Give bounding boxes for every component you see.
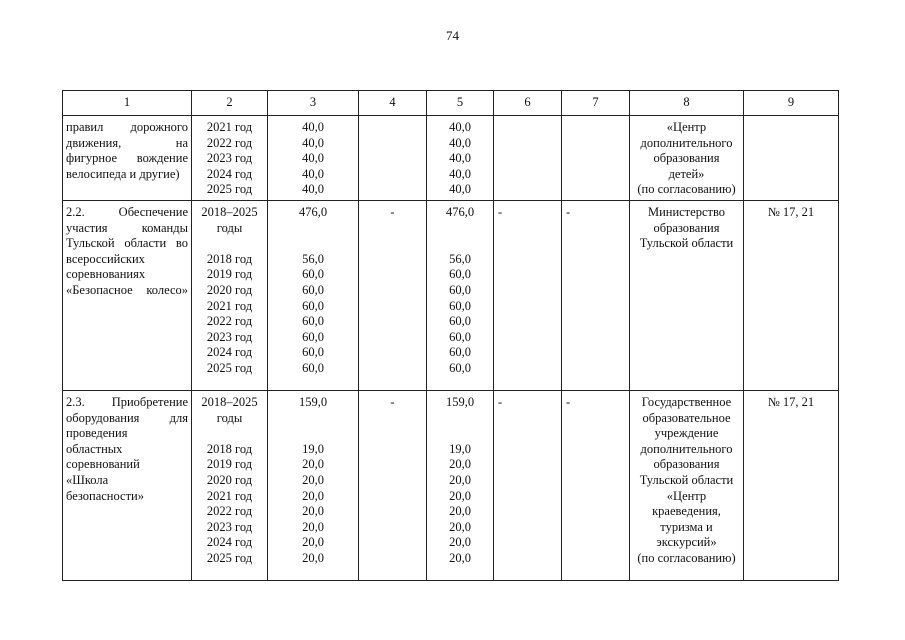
executor-line: дополнительного [640, 135, 733, 150]
col4-cell [359, 116, 427, 201]
col3-total: 476,0 [298, 205, 328, 219]
spacer [427, 236, 493, 252]
col3-value: 20,0 [302, 550, 324, 565]
indicator-value: № 17, 21 [767, 205, 815, 219]
col3-value: 40,0 [302, 135, 324, 150]
table-row [63, 201, 839, 391]
col3-value: 20,0 [302, 457, 324, 472]
executor-line: образования [653, 151, 720, 166]
spacer [268, 221, 358, 237]
year-label: 2021 год [206, 298, 253, 313]
executor-line: краеведения, [652, 504, 721, 519]
year-label: 2023 год [206, 329, 253, 344]
year-label: 2024 год [206, 345, 253, 360]
col5-value: 40,0 [449, 166, 471, 181]
header-cell: 4 [359, 91, 427, 116]
spacer [268, 236, 358, 252]
event-name-line: соревнований [66, 457, 140, 472]
executor-line: Государственное [641, 395, 732, 409]
executor-line: Тульской области [639, 236, 734, 251]
col7-dash: - [566, 395, 571, 409]
col3-value: 40,0 [302, 182, 324, 197]
event-name-line: «Безопасное колесо» [66, 282, 188, 297]
col3-value: 40,0 [302, 166, 324, 181]
col6-dash: - [498, 205, 503, 219]
col3-value: 60,0 [302, 360, 324, 375]
col3-value: 56,0 [302, 251, 324, 266]
table-row [63, 116, 839, 201]
event-name-line: областных [66, 441, 123, 456]
col5-value: 20,0 [449, 504, 471, 519]
col6-cell [494, 391, 562, 581]
col3-value: 60,0 [302, 314, 324, 329]
executor-cell [630, 391, 744, 581]
col5-values-cell [427, 391, 494, 581]
year-label: 2024 год [206, 166, 253, 181]
event-name-line: участия команды [66, 220, 188, 235]
executor-line: «Центр [666, 488, 707, 503]
col5-value: 40,0 [449, 120, 471, 134]
col5-value: 40,0 [449, 135, 471, 150]
event-name-line: 2.3. Приобретение [66, 395, 188, 409]
event-name-cell [63, 116, 192, 201]
year-label: 2019 год [206, 457, 253, 472]
col6-dash: - [498, 395, 503, 409]
year-label: 2022 год [206, 135, 253, 150]
col3-values-cell [268, 116, 359, 201]
year-label: 2021 год [206, 488, 253, 503]
col5-value: 20,0 [449, 488, 471, 503]
year-label: 2025 год [206, 550, 253, 565]
event-name-line: «Школа [66, 472, 109, 487]
executor-line: (по согласованию) [637, 182, 736, 197]
col3-value: 20,0 [302, 519, 324, 534]
event-name-line: движения, на [66, 135, 188, 150]
col5-value: 60,0 [449, 282, 471, 297]
executor-line: образовательное [642, 410, 731, 425]
col3-value: 20,0 [302, 535, 324, 550]
year-label: 2023 год [206, 519, 253, 534]
executor-line: образования [653, 220, 720, 235]
event-name-line: велосипеда и другие) [66, 166, 180, 181]
executor-line: туризма и [660, 519, 713, 534]
year-label: 2018 год [206, 441, 253, 456]
period-label: 2018–2025 [201, 205, 258, 219]
col5-value: 60,0 [449, 314, 471, 329]
col3-values-cell [268, 201, 359, 391]
col7-dash: - [566, 205, 571, 219]
col5-value: 60,0 [449, 298, 471, 313]
header-cell: 2 [192, 91, 268, 116]
col5-total: 476,0 [445, 205, 475, 219]
col7-cell [562, 201, 630, 391]
col3-value: 60,0 [302, 329, 324, 344]
years-cell [192, 201, 268, 391]
col7-cell [562, 391, 630, 581]
table-row [63, 391, 839, 581]
col4-dash: - [390, 395, 395, 409]
col3-values-cell [268, 391, 359, 581]
spacer [427, 221, 493, 237]
executor-cell [630, 201, 744, 391]
col5-value: 19,0 [449, 441, 471, 456]
col3-total: 159,0 [298, 395, 328, 409]
year-label: 2021 год [206, 120, 253, 134]
indicator-cell [744, 116, 839, 201]
period-label: годы [216, 220, 243, 235]
program-table [62, 90, 839, 581]
year-label: 2025 год [206, 182, 253, 197]
executor-line: дополнительного [640, 441, 733, 456]
header-cell: 8 [630, 91, 744, 116]
executor-line: учреждение [654, 426, 719, 441]
col3-value: 40,0 [302, 120, 324, 134]
executor-line: (по согласованию) [637, 550, 736, 565]
executor-line: экскурсий» [656, 535, 717, 550]
event-name-line: всероссийских [66, 251, 145, 266]
col5-value: 20,0 [449, 472, 471, 487]
col3-value: 40,0 [302, 151, 324, 166]
header-cell: 7 [562, 91, 630, 116]
executor-line: Тульской области [639, 472, 734, 487]
col6-cell [494, 201, 562, 391]
year-label: 2025 год [206, 360, 253, 375]
col3-value: 20,0 [302, 504, 324, 519]
header-row [63, 91, 839, 116]
spacer [427, 411, 493, 427]
col5-value: 20,0 [449, 457, 471, 472]
event-name-line: соревнованиях [66, 267, 146, 282]
event-name-line: Тульской области во [66, 236, 188, 251]
col3-value: 60,0 [302, 298, 324, 313]
period-label: годы [216, 410, 243, 425]
event-name-line: 2.2. Обеспечение [66, 205, 188, 219]
col5-value: 60,0 [449, 360, 471, 375]
col5-value: 40,0 [449, 182, 471, 197]
event-name-line: оборудования для [66, 410, 188, 425]
executor-line: «Центр [666, 120, 707, 134]
col5-total: 159,0 [445, 395, 475, 409]
col3-value: 20,0 [302, 472, 324, 487]
col5-values-cell [427, 201, 494, 391]
col3-value: 20,0 [302, 488, 324, 503]
col5-value: 40,0 [449, 151, 471, 166]
event-name-cell [63, 201, 192, 391]
header-cell: 6 [494, 91, 562, 116]
header-cell: 1 [63, 91, 192, 116]
event-name-line: безопасности» [66, 488, 144, 503]
indicator-cell [744, 201, 839, 391]
year-label: 2022 год [206, 504, 253, 519]
col6-cell [494, 116, 562, 201]
col5-value: 60,0 [449, 267, 471, 282]
year-label: 2018 год [206, 251, 253, 266]
years-cell [192, 116, 268, 201]
year-label: 2019 год [206, 267, 253, 282]
year-label: 2020 год [206, 472, 253, 487]
spacer [192, 236, 267, 252]
header-cell: 5 [427, 91, 494, 116]
page-number: 74 [446, 28, 459, 43]
col3-value: 60,0 [302, 267, 324, 282]
col4-cell [359, 201, 427, 391]
event-name-line: проведения [66, 426, 128, 441]
years-cell [192, 391, 268, 581]
col3-value: 60,0 [302, 282, 324, 297]
col3-value: 60,0 [302, 345, 324, 360]
spacer [427, 426, 493, 442]
col4-cell [359, 391, 427, 581]
spacer [192, 426, 267, 442]
year-label: 2024 год [206, 535, 253, 550]
year-label: 2023 год [206, 151, 253, 166]
col3-value: 19,0 [302, 441, 324, 456]
header-cell: 9 [744, 91, 839, 116]
col5-value: 20,0 [449, 535, 471, 550]
col5-value: 20,0 [449, 519, 471, 534]
year-label: 2022 год [206, 314, 253, 329]
period-label: 2018–2025 [201, 395, 258, 409]
indicator-value: № 17, 21 [767, 395, 815, 409]
col5-value: 56,0 [449, 251, 471, 266]
header-cell: 3 [268, 91, 359, 116]
col7-cell [562, 116, 630, 201]
year-label: 2020 год [206, 282, 253, 297]
indicator-cell [744, 391, 839, 581]
event-name-cell [63, 391, 192, 581]
spacer [268, 426, 358, 442]
spacer [268, 411, 358, 427]
event-name-line: правил дорожного [66, 120, 188, 134]
executor-cell [630, 116, 744, 201]
col5-values-cell [427, 116, 494, 201]
event-name-line: фигурное вождение [66, 151, 188, 166]
col5-value: 20,0 [449, 550, 471, 565]
executor-line: образования [653, 457, 720, 472]
col5-value: 60,0 [449, 345, 471, 360]
executor-line: детей» [668, 166, 705, 181]
executor-line: Министерство [647, 205, 726, 219]
col4-dash: - [390, 205, 395, 219]
col5-value: 60,0 [449, 329, 471, 344]
